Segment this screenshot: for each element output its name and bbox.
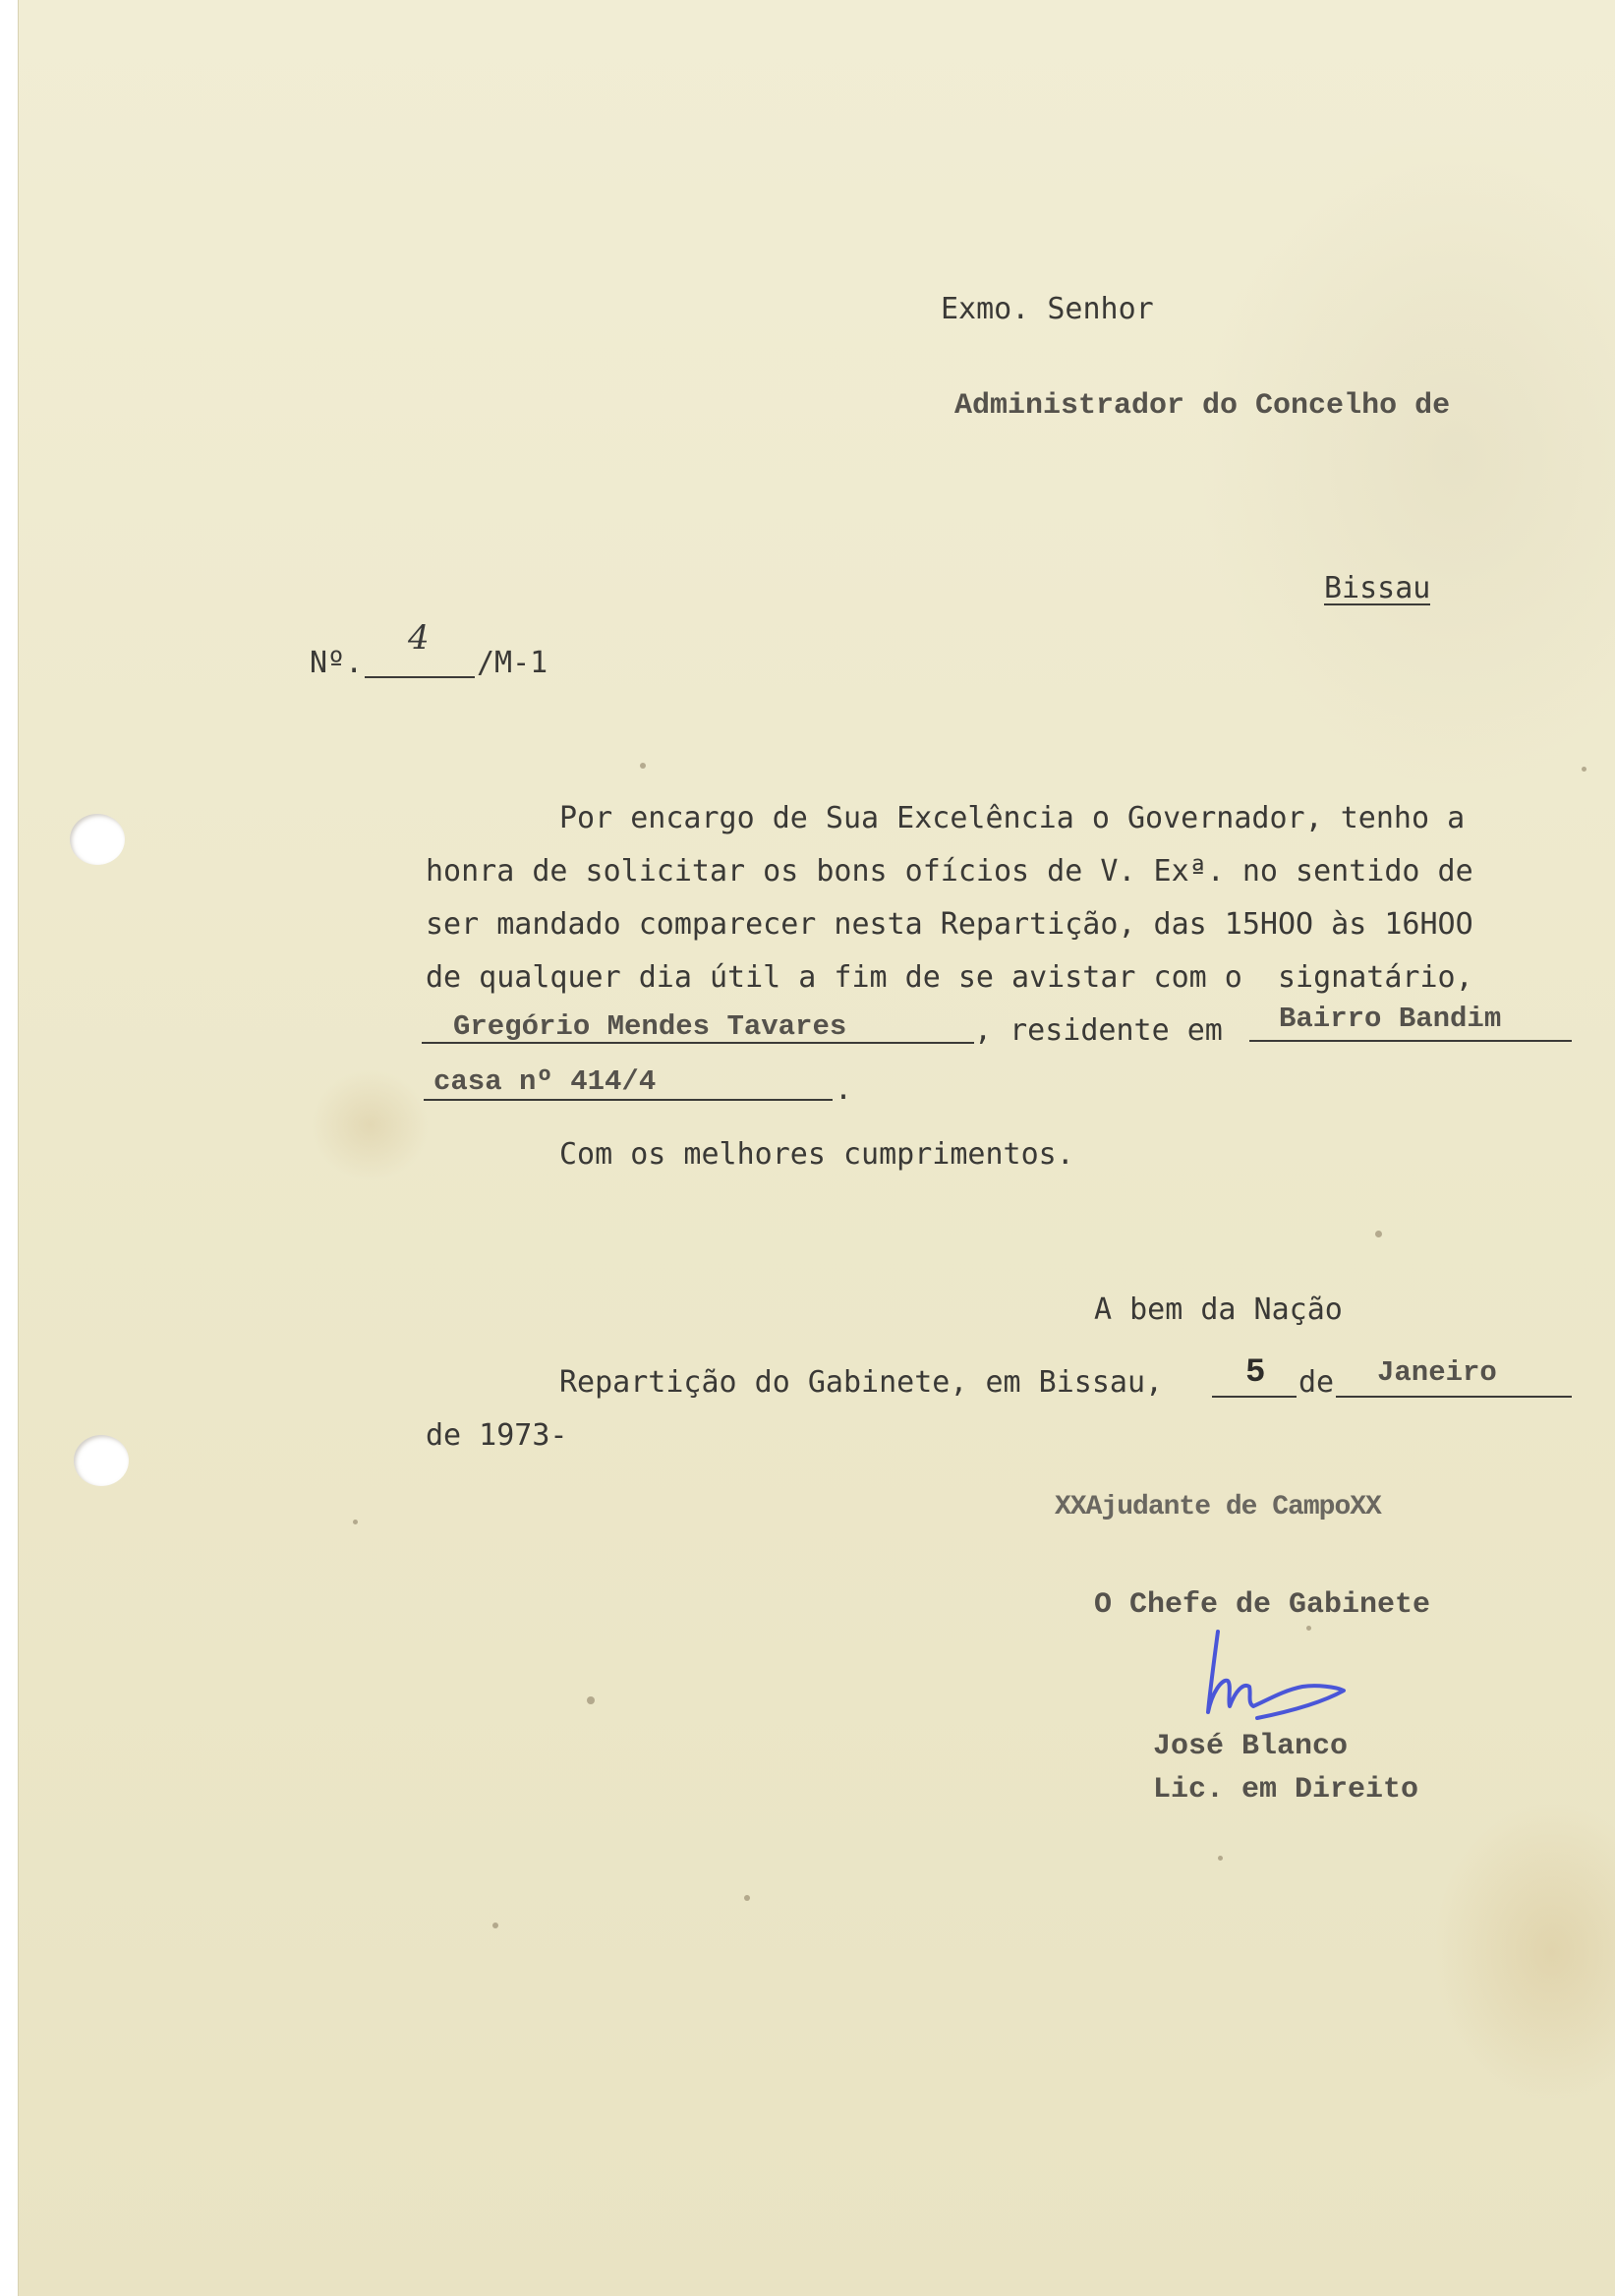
- house-end: .: [835, 1072, 853, 1107]
- date-day: 5: [1245, 1354, 1266, 1392]
- house-number: casa nº 414/4: [433, 1065, 657, 1098]
- signer-role: O Chefe de Gabinete: [1094, 1588, 1431, 1622]
- closing-greeting: Com os melhores cumprimentos.: [559, 1137, 1074, 1172]
- punch-hole-bottom: [74, 1435, 129, 1486]
- salutation: Exmo. Senhor: [941, 292, 1154, 326]
- date-month-line: [1336, 1396, 1572, 1398]
- house-line: [424, 1099, 833, 1101]
- body-line-2: honra de solicitar os bons ofícios de V. Exª. no sentido de: [426, 854, 1473, 889]
- body-line-4: de qualquer dia útil a fim de se avistar com o signatário,: [426, 960, 1473, 995]
- paper-speck: [353, 1520, 358, 1524]
- closing-motto: A bem da Nação: [1094, 1292, 1343, 1327]
- letter-page: [18, 0, 1615, 2296]
- date-month: Janeiro: [1377, 1356, 1497, 1389]
- reference-prefix: Nº.: [310, 646, 364, 680]
- struck-title: XXAjudante de CampoXX: [1055, 1492, 1381, 1522]
- residence-area-line: [1249, 1040, 1572, 1042]
- date-day-line: [1212, 1396, 1297, 1398]
- paper-speck: [1375, 1231, 1382, 1237]
- addressee-title: Administrador do Concelho de: [954, 389, 1451, 423]
- handwritten-signature: [1188, 1622, 1365, 1730]
- addressee-place: Bissau: [1324, 571, 1431, 605]
- signer-degree: Lic. em Direito: [1153, 1773, 1419, 1807]
- paper-speck: [587, 1696, 595, 1704]
- date-lead: Repartição do Gabinete, em Bissau,: [559, 1365, 1164, 1400]
- body-line-3: ser mandado comparecer nesta Repartição, das 15HOO às 16HOO: [426, 907, 1473, 942]
- paper-speck: [492, 1923, 498, 1928]
- residence-label: , residente em: [974, 1013, 1223, 1048]
- paper-speck: [1218, 1856, 1223, 1861]
- residence-area: Bairro Bandim: [1279, 1003, 1502, 1035]
- date-connector: de: [1298, 1365, 1335, 1400]
- date-year: de 1973-: [426, 1418, 568, 1453]
- reference-number-line: [365, 676, 475, 678]
- paper-speck: [744, 1895, 750, 1901]
- signer-name: José Blanco: [1153, 1730, 1349, 1763]
- reference-number: 4: [408, 618, 430, 658]
- person-name: Gregório Mendes Tavares: [453, 1010, 847, 1043]
- paper-speck: [640, 763, 646, 769]
- punch-hole-top: [70, 814, 125, 865]
- reference-suffix: /M-1: [477, 646, 548, 680]
- paper-speck: [1582, 767, 1586, 772]
- body-line-1: Por encargo de Sua Excelência o Governador, tenho a: [559, 801, 1466, 835]
